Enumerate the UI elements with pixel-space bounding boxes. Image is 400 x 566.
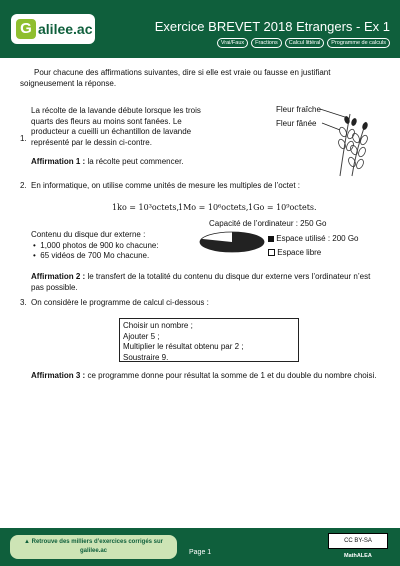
tag-calcul-litteral[interactable]: Calcul littéral — [285, 38, 324, 48]
logo-text: alilee.ac — [38, 21, 93, 37]
q2-number: 2. — [20, 181, 27, 190]
legend-free-swatch — [268, 249, 275, 256]
formula-ko: 1ko = 10³octets, — [112, 203, 180, 212]
q3-text: On considère le programme de calcul ci-dessous : — [31, 298, 209, 307]
q1-text: La récolte de la lavande débute lorsque les trois quarts des fleurs au moins sont fanées. Le producteur a cueilli un échantillon de lavande représenté par le dessin ci-contre. — [31, 106, 201, 147]
program-step-3: Multiplier le résultat obtenu par 2 ; — [123, 342, 244, 351]
q1-number: 1. — [20, 134, 27, 143]
label-fresh-flower: Fleur fraîche — [276, 105, 321, 114]
promo-banner[interactable] — [10, 535, 177, 559]
q3-affirmation — [31, 371, 381, 382]
license-badge[interactable]: CC BY-SA — [328, 533, 388, 549]
label-faded-flower: Fleur fânée — [276, 119, 317, 128]
disk-item-photos: • 1,000 photos de 900 ko chacune: — [33, 241, 159, 250]
topic-tags — [217, 38, 390, 48]
legend-used — [268, 234, 359, 245]
capacity-label: Capacité de l’ordinateur : 250 Go — [209, 219, 327, 228]
q3-affirmation-label: Affirmation 3 : — [31, 371, 86, 380]
legend-free-text: Espace libre — [277, 248, 322, 257]
rocket-icon: ▲ — [23, 539, 30, 545]
disk-usage-chart — [198, 229, 266, 255]
q2-affirmation-label: Affirmation 2 : — [31, 272, 86, 281]
tag-vrai-faux[interactable]: Vrai/Faux — [217, 38, 248, 48]
lavender-drawing — [310, 102, 380, 180]
q2-affirmation-text: le transfert de la totalité du contenu du disque dur externe vers l’ordinateur n’est pas possible. — [31, 272, 371, 292]
q1-affirmation-label: Affirmation 1 : — [31, 157, 86, 166]
q1-affirmation-text: la récolte peut commencer. — [87, 157, 184, 166]
program-step-1: Choisir un nombre ; — [123, 321, 193, 330]
logo-icon: G — [16, 19, 36, 39]
tag-programme-calculs[interactable]: Programme de calculs — [327, 38, 390, 48]
formula-mo: 1Mo = 10⁶octets, — [178, 203, 249, 212]
tag-fractions[interactable]: Fractions — [251, 38, 282, 48]
legend-used-text: Espace utilisé : 200 Go — [276, 234, 359, 243]
disk-item-videos-text: 65 vidéos de 700 Mo chacune. — [40, 251, 150, 260]
page-title: Exercice BREVET 2018 Etrangers - Ex 1 — [154, 19, 390, 34]
promo-text: Retrouve des milliers d’exercices corrigés sur galilee.ac — [31, 539, 164, 554]
q2-affirmation — [31, 272, 381, 293]
disk-title: Contenu du disque dur externe : — [31, 230, 146, 239]
intro-text: Pour chacune des affirmations suivantes, dire si elle est vraie ou fausse en justifiant soigneusement la réponse. — [20, 68, 331, 88]
program-step-4: Soustraire 9. — [123, 352, 169, 362]
footer-brand: MathALEA — [344, 553, 372, 559]
q2-text: En informatique, on utilise comme unités de mesure les multiples de l’octet : — [31, 181, 301, 190]
program-step-2: Ajouter 5 ; — [123, 331, 160, 341]
legend-used-swatch — [268, 236, 274, 242]
disk-item-photos-text: 1,000 photos de 900 ko chacune: — [40, 241, 159, 250]
calc-program-box — [119, 318, 299, 362]
legend-free — [268, 248, 321, 259]
q3-number: 3. — [20, 298, 27, 307]
page-number: Page 1 — [189, 549, 212, 556]
q1-affirmation — [31, 157, 231, 168]
galilee-logo[interactable] — [11, 14, 95, 44]
formula-go: 1Go = 10⁹octets. — [248, 203, 317, 212]
q3-affirmation-text: ce programme donne pour résultat la somme de 1 et du double du nombre choisi. — [87, 371, 377, 380]
disk-item-videos: • 65 vidéos de 700 Mo chacune. — [33, 251, 150, 260]
